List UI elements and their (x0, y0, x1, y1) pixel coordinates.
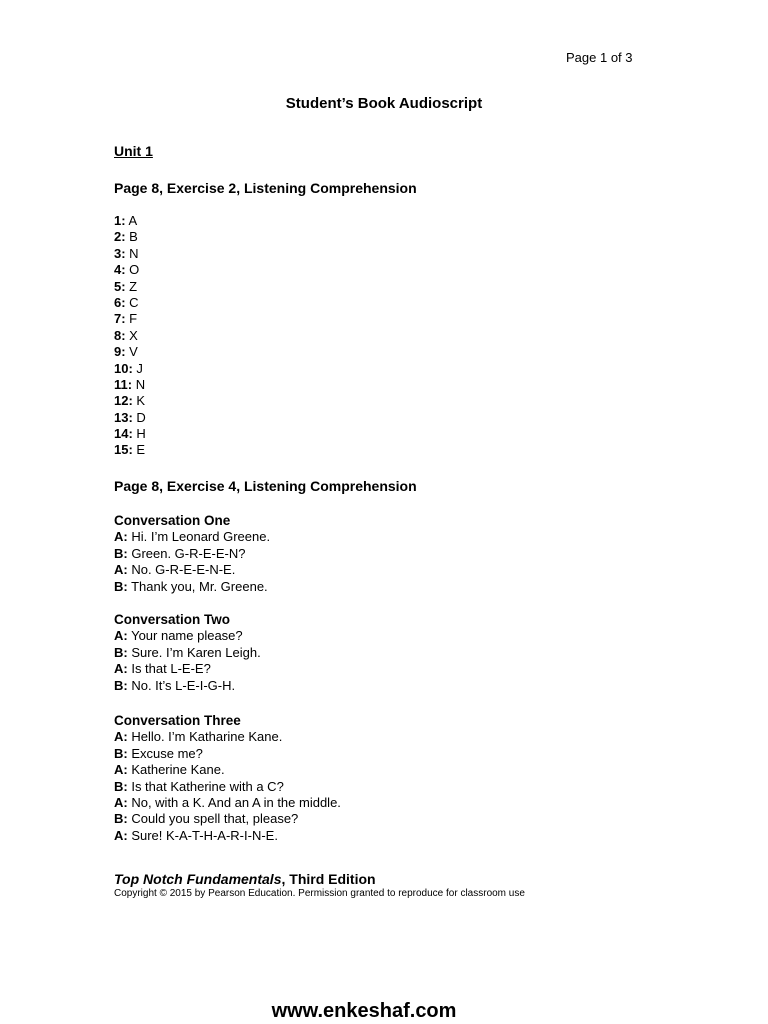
dialogue-line: A: Sure! K-A-T-H-A-R-I-N-E. (114, 827, 278, 843)
dialogue-line: A: Hi. I’m Leonard Greene. (114, 529, 271, 545)
answer-item: 13: D (114, 409, 146, 425)
answer-item: 8: X (114, 327, 138, 343)
copyright-notice: Copyright © 2015 by Pearson Education. Permission granted to reproduce for classroom use (114, 888, 525, 899)
conversation-one (114, 513, 270, 595)
conversation-two (114, 612, 261, 694)
document-title: Student’s Book Audioscript (285, 95, 483, 112)
book-title: Top Notch Fundamentals, Third Edition (114, 871, 376, 887)
answer-item: 10: J (114, 360, 143, 376)
conversation-title: Conversation Two (114, 612, 231, 627)
answer-item: 14: H (114, 426, 146, 442)
answer-item: 7: F (114, 311, 138, 327)
dialogue-line: A: Is that L-E-E? (114, 661, 211, 677)
answer-item: 15: E (114, 442, 146, 458)
dialogue-line: A: Hello. I’m Katharine Kane. (114, 729, 283, 745)
dialogue-line: B: No. It’s L-E-I-G-H. (114, 677, 236, 693)
answer-item: 2: B (114, 229, 138, 245)
page-number: Page 1 of 3 (566, 50, 633, 65)
dialogue-line: B: Green. G-R-E-E-N? (114, 545, 246, 561)
dialogue-line: A: No. G-R-E-E-N-E. (114, 562, 236, 578)
dialogue-line: B: Is that Katherine with a C? (114, 778, 284, 794)
website-watermark: www.enkeshaf.com (271, 1000, 457, 1022)
exercise-2-heading: Page 8, Exercise 2, Listening Comprehension (114, 180, 417, 196)
dialogue-line: B: Thank you, Mr. Greene. (114, 578, 268, 594)
dialogue-line: A: Katherine Kane. (114, 762, 225, 778)
exercise-2-answer-list (114, 213, 146, 459)
answer-item: 9: V (114, 344, 138, 360)
dialogue-line: B: Sure. I’m Karen Leigh. (114, 644, 261, 660)
conversation-title: Conversation One (114, 513, 231, 528)
conversation-three (114, 713, 341, 844)
answer-item: 12: K (114, 393, 146, 409)
dialogue-line: B: Excuse me? (114, 745, 203, 761)
exercise-4-heading: Page 8, Exercise 4, Listening Comprehension (114, 478, 417, 494)
answer-item: 4: O (114, 262, 140, 278)
answer-item: 6: C (114, 294, 139, 310)
answer-item: 3: N (114, 245, 139, 261)
dialogue-line: B: Could you spell that, please? (114, 811, 299, 827)
unit-heading: Unit 1 (114, 143, 153, 159)
conversation-title: Conversation Three (114, 713, 241, 728)
answer-item: 5: Z (114, 278, 138, 294)
answer-item: 11: N (114, 376, 146, 392)
dialogue-line: A: Your name please? (114, 628, 243, 644)
dialogue-line: A: No, with a K. And an A in the middle. (114, 794, 341, 810)
answer-item: 1: A (114, 213, 138, 228)
